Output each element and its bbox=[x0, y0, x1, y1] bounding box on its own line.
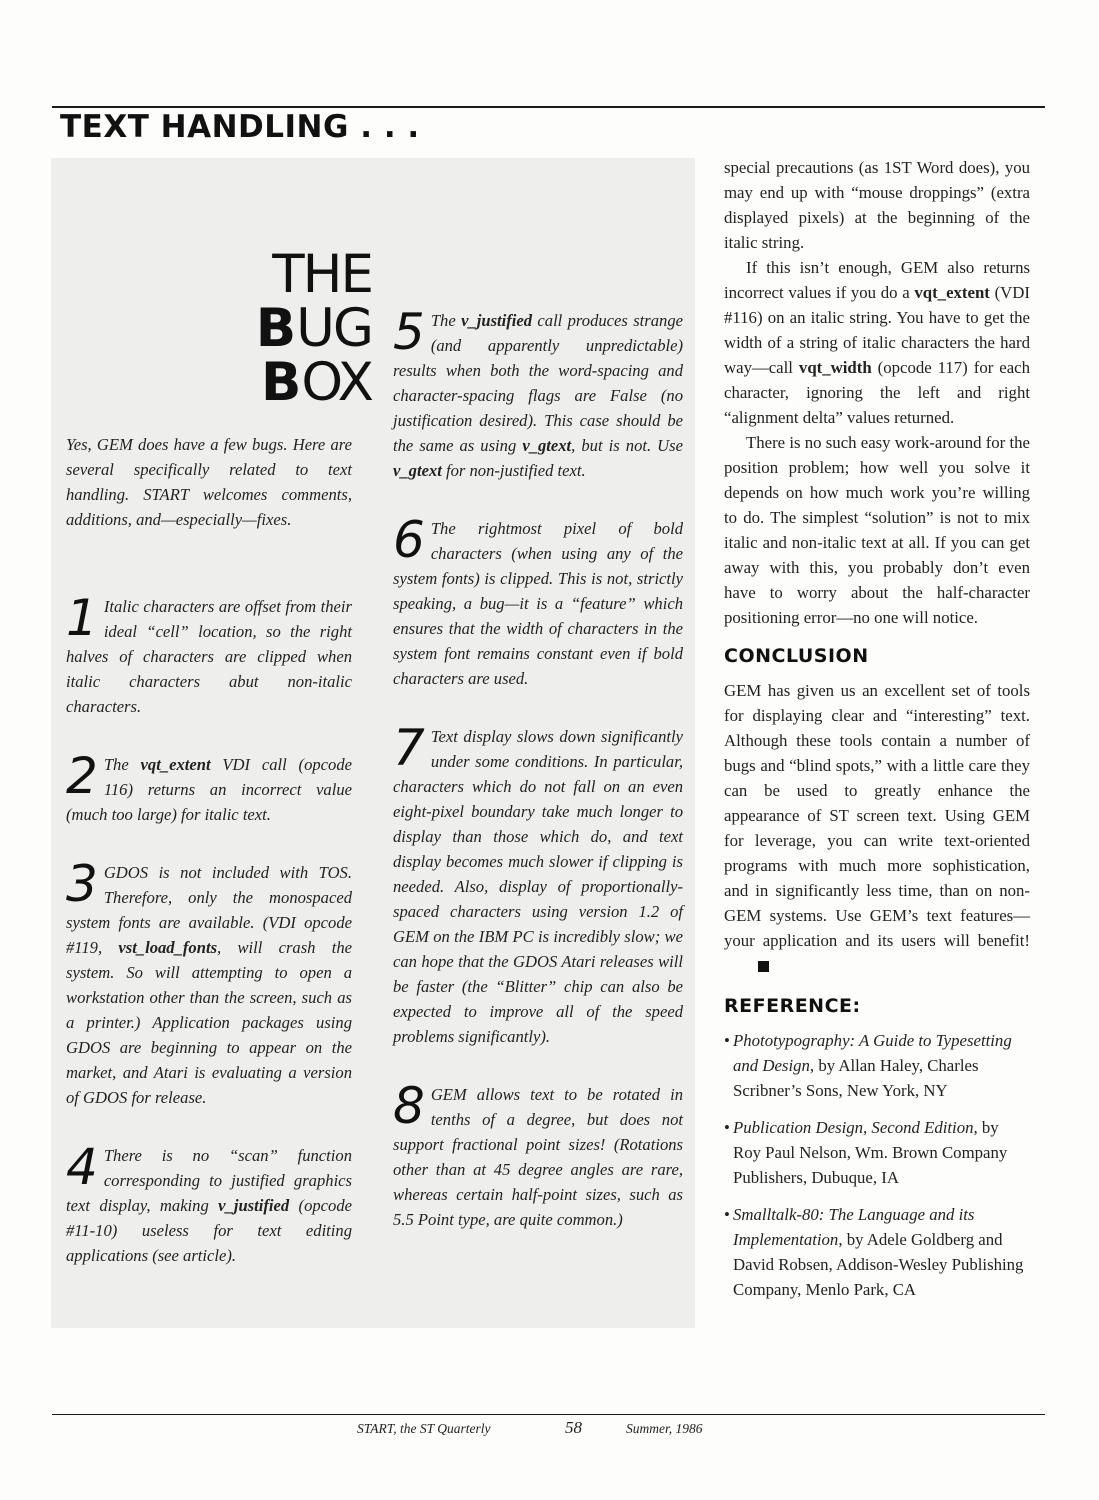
end-of-article-mark bbox=[758, 961, 769, 972]
main-text-column bbox=[724, 155, 1030, 1314]
reference-item: • Smalltalk-80: The Language and its Implementation, by Adele Goldberg and David Robsen, Addison-Wesley Publishing Company, Menlo Park, CA bbox=[724, 1202, 1030, 1302]
code-keyword: v_gtext bbox=[522, 436, 572, 455]
code-keyword: vqt_width bbox=[798, 358, 872, 377]
bug-box-title-bug: BUG bbox=[255, 298, 372, 359]
conclusion-paragraph: GEM has given us an excellent set of tools for displaying clear and “interesting” text. Although these tools contain a number of bugs and “blind spots,” with a little care they can be used to greatly enhance the appearance of ST screen text. Using GEM for leverage, you can write text-oriented programs with much more sophistication, and in significantly less time, than on non-GEM systems. Use GEM’s text features—your application and its users will benefit! bbox=[724, 678, 1030, 978]
section-title: TEXT HANDLING . . . bbox=[60, 109, 420, 145]
bug-item-7: 7 Text display slows down significantly under some conditions. In particular, characters which do not fall on an even eight-pixel boundary take much longer to display than those which do, and text display becomes much slower if clipping is needed. Also, display of proportionally-spaced characters using version 1.2 of GEM on the IBM PC is incredibly slow; we can hope that the GDOS Atari releases will be faster (the “Blitter” chip can also be expected to improve all of the speed problems significantly). bbox=[393, 719, 683, 1046]
bug-box-left-column bbox=[66, 432, 352, 1268]
bug-number: 4 bbox=[66, 1138, 98, 1196]
page-number: 58 bbox=[565, 1418, 582, 1437]
footer-publication: START, the ST Quarterly bbox=[357, 1421, 491, 1436]
paragraph-3: There is no such easy work-around for the position problem; how well you solve it depends on how much work you’re willing to do. The simplest “solution” is not to mix italic and non-italic text at all. If you can get away with this, you probably don’t even have to worry about the half-character positioning error—no one will notice. bbox=[724, 433, 1030, 627]
bug-item-5: 5 The v_justified call produces strange (and apparently unpredictable) results when both the word-spacing and character-spacing flags are False (no justification desired). This case should be the same as using v_gtext, but is not. Use v_gtext for non-justified text. bbox=[393, 303, 683, 480]
conclusion-heading: CONCLUSION bbox=[724, 645, 869, 667]
bug-number: 5 bbox=[393, 303, 425, 361]
bug-item-4: 4 There is no “scan” function corresponding to justified graphics text display, making v_justified (opcode #11-10) useless for text editing applications (see article). bbox=[66, 1138, 352, 1265]
bug-number: 2 bbox=[66, 747, 98, 805]
bottom-rule bbox=[52, 1414, 1045, 1415]
bug-item-8: 8 GEM allows text to be rotated in tenths of a degree, but does not support fractional point sizes! (Rotations other than at 45 degree angles are rare, whereas certain half-point sizes, such as 5.5 Point type, are quite common.) bbox=[393, 1077, 683, 1229]
bug-number: 6 bbox=[393, 511, 425, 569]
bug-box-title-the: THE bbox=[272, 244, 372, 305]
reference-item: • Phototypography: A Guide to Typesetting and Design, by Allan Haley, Charles Scribner’s Sons, New York, NY bbox=[724, 1028, 1030, 1103]
code-keyword: vst_load_fonts bbox=[118, 938, 218, 957]
bullet-icon: • bbox=[724, 1205, 730, 1224]
reference-list bbox=[724, 1028, 1030, 1302]
code-keyword: v_justified bbox=[461, 311, 533, 330]
bug-box-intro: Yes, GEM does have a few bugs. Here are several specifically related to text handling. START welcomes comments, additions, and—especially—fixes. bbox=[66, 435, 352, 529]
code-keyword: v_gtext bbox=[393, 461, 442, 480]
top-rule bbox=[52, 106, 1045, 108]
reference-item: • Publication Design, Second Edition, by Roy Paul Nelson, Wm. Brown Company Publishers, Dubuque, IA bbox=[724, 1115, 1030, 1190]
paragraph-2: If this isn’t enough, GEM also returns incorrect values if you do a vqt_extent (VDI #116) on an italic string. You have to get the width of a string of italic characters the hard way—call vqt_width (opcode 117) for each character, ignoring the left and right “alignment delta” values returned. bbox=[724, 258, 1030, 427]
code-keyword: v_justified bbox=[218, 1196, 290, 1215]
footer-issue: Summer, 1986 bbox=[626, 1421, 703, 1436]
page-footer bbox=[0, 1418, 1099, 1442]
bug-number: 1 bbox=[66, 589, 98, 647]
bug-number: 7 bbox=[393, 719, 425, 777]
bullet-icon: • bbox=[724, 1031, 730, 1050]
bug-number: 3 bbox=[66, 855, 98, 913]
bullet-icon: • bbox=[724, 1118, 730, 1137]
bug-item-1: 1 Italic characters are offset from their ideal “cell” location, so the right halves of characters are clipped when italic characters abut non-italic characters. bbox=[66, 589, 352, 716]
bug-box-right-column bbox=[393, 303, 683, 1232]
bug-list-left bbox=[66, 589, 352, 1268]
bug-item-2: 2 The vqt_extent VDI call (opcode 116) returns an incorrect value (much too large) for italic text. bbox=[66, 747, 352, 824]
bug-item-3: 3 GDOS is not included with TOS. Therefore, only the monospaced system fonts are available. (VDI opcode #119, vst_load_fonts, will crash the system. So will attempting to open a workstation other than the screen, such as a printer.) Application packages using GDOS are beginning to appear on the market, and Atari is evaluating a version of GDOS for release. bbox=[66, 855, 352, 1107]
paragraph-1: special precautions (as 1ST Word does), you may end up with “mouse droppings” (extra displayed pixels) at the beginning of the italic string. bbox=[724, 158, 1030, 252]
bug-item-6: 6 The rightmost pixel of bold characters (when using any of the system fonts) is clipped. This is not, strictly speaking, a bug—it is a “feature” which ensures that the width of characters in the system font remains constant even if bold characters are used. bbox=[393, 511, 683, 688]
bug-number: 8 bbox=[393, 1077, 425, 1135]
code-keyword: vqt_extent bbox=[914, 283, 990, 302]
code-keyword: vqt_extent bbox=[140, 755, 211, 774]
bug-box-title-box: BOX bbox=[260, 352, 372, 413]
bug-box-title bbox=[242, 244, 372, 413]
reference-heading: REFERENCE: bbox=[724, 995, 861, 1017]
